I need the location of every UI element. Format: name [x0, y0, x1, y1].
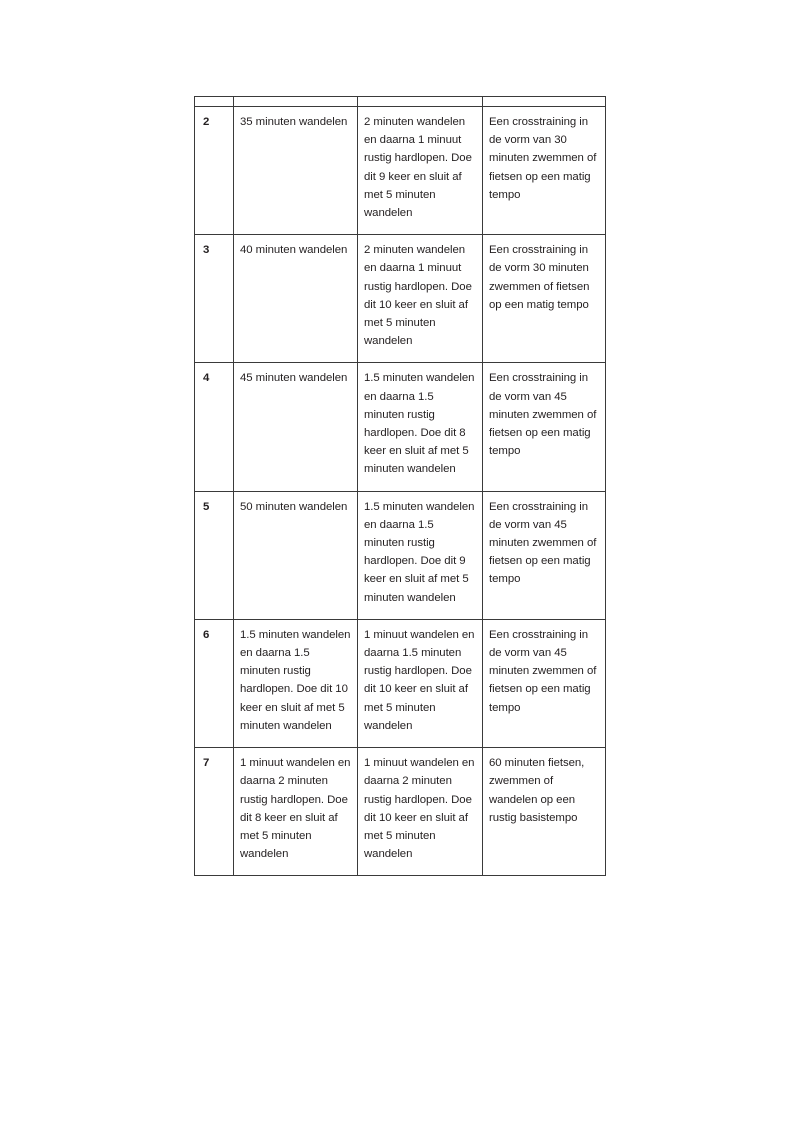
- training-schedule-table: [194, 96, 606, 876]
- cell-text-day1: 45 minuten wandelen: [240, 372, 348, 385]
- table-row: [195, 363, 606, 491]
- cell-text-day1: 1 minuut wandelen en daarna 2 minuten rustig hardlopen. Doe dit 8 keer en sluit af met 5 minuten wandelen: [240, 757, 351, 861]
- table-cell-day1: [234, 363, 358, 491]
- table-header-row: [195, 97, 606, 107]
- table-cell-day2: [358, 491, 483, 619]
- table-header-cell-day3: [483, 97, 606, 107]
- cell-text-day3: Een crosstraining in de vorm van 45 minuten zwemmen of fietsen op een matig tempo: [489, 372, 597, 458]
- cell-text-day1: 50 minuten wandelen: [240, 500, 348, 513]
- table-cell-day3: [483, 619, 606, 747]
- table-cell-day1: [234, 107, 358, 235]
- table-row: [195, 491, 606, 619]
- table-header-cell-day2: [358, 97, 483, 107]
- table-cell-week: [195, 491, 234, 619]
- table-cell-day2: [358, 107, 483, 235]
- table-row: [195, 619, 606, 747]
- week-number: 4: [203, 372, 210, 385]
- week-number: 2: [203, 116, 210, 128]
- cell-text-day3: Een crosstraining in de vorm van 30 minuten zwemmen of fietsen op een matig tempo: [489, 116, 597, 201]
- cell-text-day2: 1 minuut wandelen en daarna 2 minuten rustig hardlopen. Doe dit 10 keer en sluit af met 5 minuten wandelen: [364, 757, 475, 861]
- table-cell-day1: [234, 235, 358, 363]
- cell-text-day1: 1.5 minuten wandelen en daarna 1.5 minuten rustig hardlopen. Doe dit 10 keer en sluit af met 5 minuten wandelen: [240, 628, 351, 732]
- table-cell-week: [195, 748, 234, 876]
- table-cell-day3: [483, 748, 606, 876]
- table-cell-day3: [483, 491, 606, 619]
- cell-text-day2: 1 minuut wandelen en daarna 1.5 minuten rustig hardlopen. Doe dit 10 keer en sluit af met 5 minuten wandelen: [364, 628, 475, 732]
- table-cell-day1: [234, 491, 358, 619]
- cell-text-day2: 2 minuten wandelen en daarna 1 minuut rustig hardlopen. Doe dit 10 keer en sluit af met 5 minuten wandelen: [364, 244, 472, 348]
- table-cell-week: [195, 619, 234, 747]
- table-cell-day2: [358, 619, 483, 747]
- cell-text-day3: Een crosstraining in de vorm van 45 minuten zwemmen of fietsen op een matig tempo: [489, 500, 597, 586]
- week-number: 5: [203, 500, 210, 513]
- cell-text-day3: 60 minuten fietsen, zwemmen of wandelen op een rustig basistempo: [489, 757, 585, 824]
- table-header: [195, 97, 606, 107]
- cell-text-day1: 35 minuten wandelen: [240, 116, 348, 128]
- cell-text-day3: Een crosstraining in de vorm 30 minuten zwemmen of fietsen op een matig tempo: [489, 244, 590, 311]
- cell-text-day2: 1.5 minuten wandelen en daarna 1.5 minuten rustig hardlopen. Doe dit 9 keer en sluit af met 5 minuten wandelen: [364, 500, 475, 604]
- table-cell-day3: [483, 235, 606, 363]
- cell-text-day1: 40 minuten wandelen: [240, 244, 348, 257]
- table-header-cell-week: [195, 97, 234, 107]
- week-number: 7: [203, 757, 210, 770]
- cell-text-day2: 2 minuten wandelen en daarna 1 minuut rustig hardlopen. Doe dit 9 keer en sluit af met 5 minuten wandelen: [364, 116, 472, 220]
- table-cell-day3: [483, 363, 606, 491]
- table-cell-week: [195, 235, 234, 363]
- table-body: [195, 107, 606, 876]
- cell-text-day2: 1.5 minuten wandelen en daarna 1.5 minuten rustig hardlopen. Doe dit 8 keer en sluit af met 5 minuten wandelen: [364, 372, 475, 476]
- table-row: [195, 107, 606, 235]
- table-cell-day2: [358, 363, 483, 491]
- week-number: 3: [203, 244, 210, 257]
- table-row: [195, 748, 606, 876]
- table-cell-day1: [234, 748, 358, 876]
- table-cell-day2: [358, 748, 483, 876]
- table-header-cell-day1: [234, 97, 358, 107]
- table-row: [195, 235, 606, 363]
- table-cell-day2: [358, 235, 483, 363]
- table-cell-week: [195, 363, 234, 491]
- table-cell-week: [195, 107, 234, 235]
- week-number: 6: [203, 628, 210, 641]
- cell-text-day3: Een crosstraining in de vorm van 45 minuten zwemmen of fietsen op een matig tempo: [489, 628, 597, 714]
- table-cell-day1: [234, 619, 358, 747]
- table-cell-day3: [483, 107, 606, 235]
